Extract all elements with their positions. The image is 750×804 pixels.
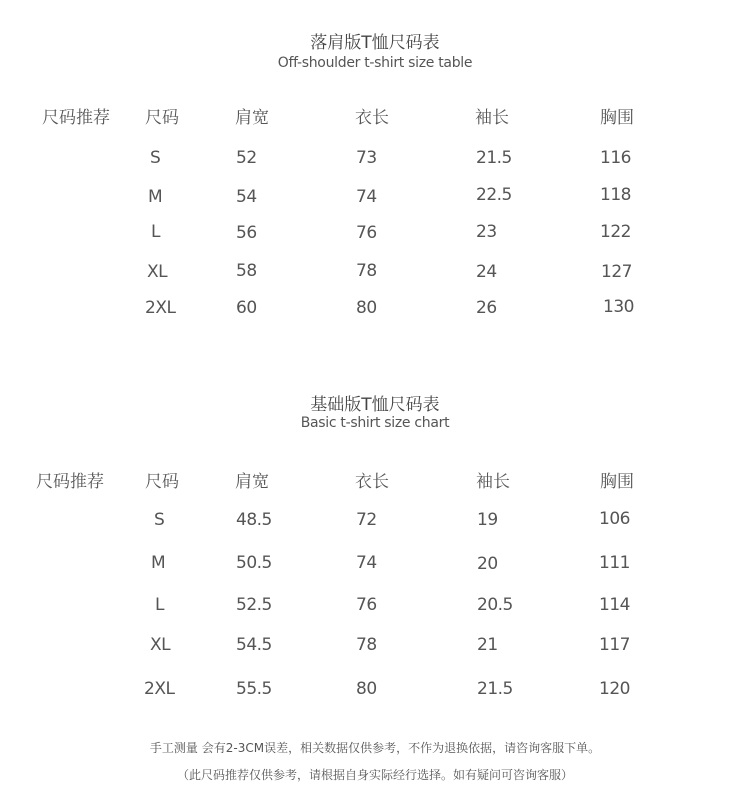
table2-cell-shoulder: 50.5 (236, 553, 272, 573)
table1-cell-length: 73 (356, 148, 377, 168)
table1-cell-size: M (148, 187, 163, 207)
table2-cell-chest: 111 (599, 553, 630, 573)
table2-header-size: 尺码 (145, 472, 179, 492)
table1-cell-size: XL (147, 262, 168, 282)
table2-header-length: 衣长 (355, 472, 389, 492)
table2-cell-size: M (151, 553, 166, 573)
table1-cell-shoulder: 56 (236, 223, 257, 243)
table2-cell-chest: 106 (599, 509, 630, 529)
table1-cell-chest: 127 (601, 262, 632, 282)
table1-cell-sleeve: 24 (476, 262, 497, 282)
table1-cell-size: 2XL (145, 298, 176, 318)
table1-cell-shoulder: 52 (236, 148, 257, 168)
table1-cell-sleeve: 21.5 (476, 148, 512, 168)
table1-cell-shoulder: 60 (236, 298, 257, 318)
table2-cell-shoulder: 55.5 (236, 679, 272, 699)
table1-header-shoulder: 肩宽 (235, 108, 269, 128)
table2-cell-sleeve: 21.5 (477, 679, 513, 699)
table2-cell-length: 76 (356, 595, 377, 615)
table1-cell-chest: 122 (600, 222, 631, 242)
table1-cell-shoulder: 58 (236, 261, 257, 281)
table1-header-sleeve: 袖长 (475, 108, 509, 128)
table2-cell-sleeve: 19 (477, 510, 498, 530)
table1-cell-size: S (150, 148, 161, 168)
table1-header-length: 衣长 (355, 108, 389, 128)
table1-title-en: Off-shoulder t-shirt size table (277, 55, 473, 71)
table1-cell-size: L (151, 222, 160, 242)
table1-recommend-label: 尺码推荐 (42, 108, 110, 128)
table2-cell-size: S (154, 510, 165, 530)
table1-cell-chest: 118 (600, 185, 631, 205)
table1-header-chest: 胸围 (600, 108, 634, 128)
table2-cell-chest: 117 (599, 635, 630, 655)
table2-cell-sleeve: 21 (477, 635, 498, 655)
table2-title-en: Basic t-shirt size chart (300, 415, 450, 431)
table2-cell-sleeve: 20 (477, 554, 498, 574)
table1-cell-length: 80 (356, 298, 377, 318)
table2-cell-chest: 120 (599, 679, 630, 699)
table2-cell-length: 74 (356, 553, 377, 573)
table2-cell-size: 2XL (144, 679, 175, 699)
table1-cell-chest: 130 (603, 297, 634, 317)
table2-cell-shoulder: 52.5 (236, 595, 272, 615)
table1-cell-shoulder: 54 (236, 187, 257, 207)
table2-recommend-label: 尺码推荐 (36, 472, 104, 492)
table1-cell-length: 78 (356, 261, 377, 281)
table2-cell-size: XL (150, 635, 171, 655)
table2-cell-length: 78 (356, 635, 377, 655)
table2-header-chest: 胸围 (600, 472, 634, 492)
table1-header-size: 尺码 (145, 108, 179, 128)
table2-header-shoulder: 肩宽 (235, 472, 269, 492)
table1-cell-length: 74 (356, 187, 377, 207)
table1-cell-chest: 116 (600, 148, 631, 168)
note-size-recommendation: （此尺码推荐仅供参考，请根据自身实际经行选择。如有疑问可咨询客服） (176, 768, 573, 782)
table2-cell-shoulder: 54.5 (236, 635, 272, 655)
table2-cell-chest: 114 (599, 595, 630, 615)
table2-header-sleeve: 袖长 (476, 472, 510, 492)
table1-title-cn: 落肩版T恤尺码表 (310, 33, 440, 53)
table2-cell-length: 80 (356, 679, 377, 699)
table1-cell-sleeve: 23 (476, 222, 497, 242)
table1-cell-length: 76 (356, 223, 377, 243)
table1-cell-sleeve: 26 (476, 298, 497, 318)
table2-cell-shoulder: 48.5 (236, 510, 272, 530)
table2-cell-sleeve: 20.5 (477, 595, 513, 615)
note-measurement-disclaimer: 手工测量 会有2-3CM误差，相关数据仅供参考，不作为退换依据，请咨询客服下单。 (149, 741, 601, 755)
table2-title-cn: 基础版T恤尺码表 (310, 395, 440, 415)
table2-cell-length: 72 (356, 510, 377, 530)
table2-cell-size: L (155, 595, 164, 615)
table1-cell-sleeve: 22.5 (476, 185, 512, 205)
